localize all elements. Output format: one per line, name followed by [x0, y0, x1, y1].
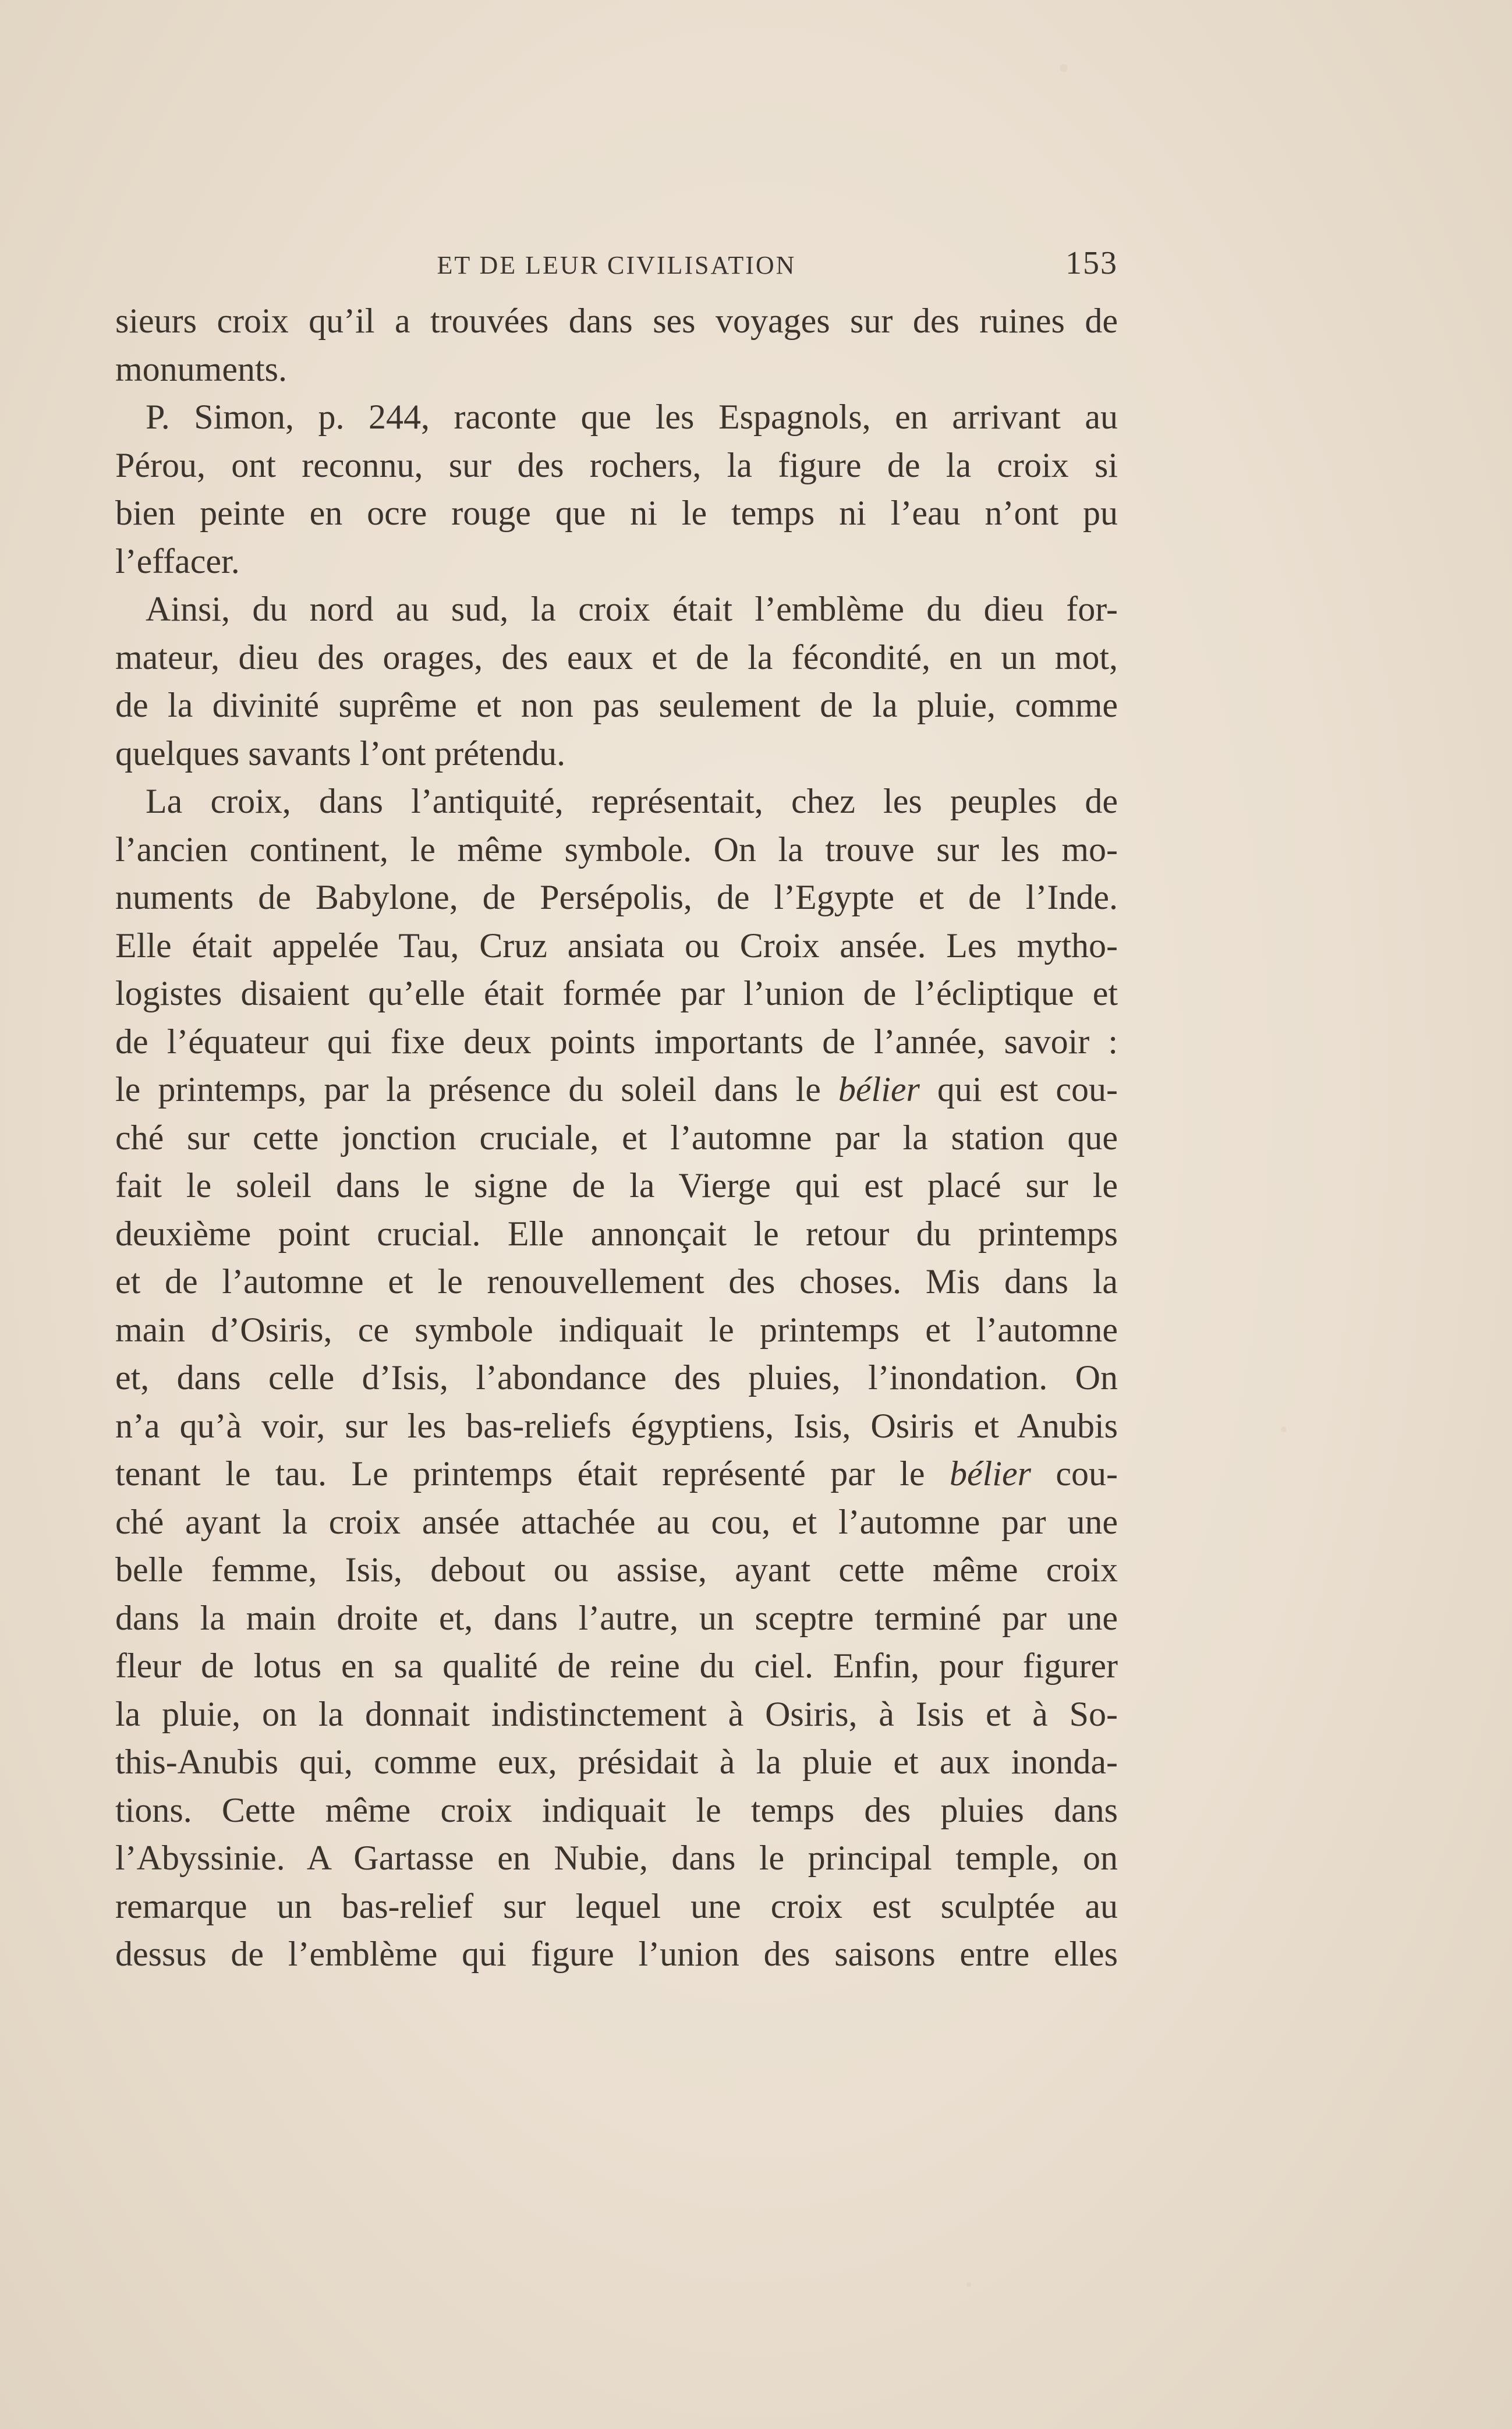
text-line: de l’équateur qui fixe deux points importants de l’année, savoir :	[115, 1022, 1118, 1061]
paragraph	[115, 777, 1118, 1978]
text-line: main d’Osiris, ce symbole indiquait le printemps et l’automne	[115, 1310, 1118, 1349]
italic-word: bélier	[949, 1454, 1031, 1493]
paper-spot	[1060, 64, 1068, 72]
text-line: le printemps, par la présence du soleil dans le bélier qui est cou-	[115, 1070, 1118, 1109]
text-line: Elle était appelée Tau, Cruz ansiata ou Croix ansée. Les mytho-	[115, 926, 1118, 965]
text-line: fleur de lotus en sa qualité de reine du ciel. Enfin, pour figurer	[115, 1647, 1118, 1685]
paragraph	[115, 585, 1118, 777]
text-line: belle femme, Isis, debout ou assise, ayant cette même croix	[115, 1550, 1118, 1589]
page-header	[115, 245, 1118, 291]
page-number: 153	[1065, 245, 1118, 281]
paper-spot	[966, 2282, 971, 2287]
paragraph	[115, 297, 1118, 393]
text-line: ché sur cette jonction cruciale, et l’automne par la station que	[115, 1118, 1118, 1157]
text-line: deuxième point crucial. Elle annonçait le retour du printemps	[115, 1214, 1118, 1253]
text-line: Pérou, ont reconnu, sur des rochers, la figure de la croix si	[115, 445, 1118, 484]
text-line: ché ayant la croix ansée attachée au cou, et l’automne par une	[115, 1502, 1118, 1541]
text-line: tenant le tau. Le printemps était représenté par le bélier cou-	[115, 1454, 1118, 1493]
text-line: dans la main droite et, dans l’autre, un sceptre terminé par une	[115, 1598, 1118, 1637]
paragraph	[115, 393, 1118, 585]
running-title: ET DE LEUR CIVILISATION	[437, 251, 796, 279]
text-line: Ainsi, du nord au sud, la croix était l’emblème du dieu for-	[146, 590, 1118, 628]
text-line: fait le soleil dans le signe de la Vierge qui est placé sur le	[115, 1166, 1118, 1205]
text-line: numents de Babylone, de Persépolis, de l’Egypte et de l’Inde.	[115, 878, 1118, 916]
body-text	[115, 297, 1118, 1978]
text-line: dessus de l’emblème qui figure l’union des saisons entre elles	[115, 1935, 1118, 1973]
text-line: sieurs croix qu’il a trouvées dans ses voyages sur des ruines de	[115, 302, 1118, 340]
text-line: this-Anubis qui, comme eux, présidait à la pluie et aux inonda-	[115, 1743, 1118, 1781]
text-line: monuments.	[115, 349, 287, 388]
text-line: n’a qu’à voir, sur les bas-reliefs égyptiens, Isis, Osiris et Anubis	[115, 1406, 1118, 1445]
text-line: remarque un bas-relief sur lequel une croix est sculptée au	[115, 1886, 1118, 1925]
italic-word: bélier	[838, 1070, 920, 1109]
text-line: l’Abyssinie. A Gartasse en Nubie, dans le principal temple, on	[115, 1839, 1118, 1877]
text-line: La croix, dans l’antiquité, représentait, chez les peuples de	[146, 782, 1118, 820]
paper-spot	[1281, 1426, 1287, 1432]
text-line: P. Simon, p. 244, raconte que les Espagnols, en arrivant au	[146, 398, 1118, 436]
text-line: bien peinte en ocre rouge que ni le temps ni l’eau n’ont pu	[115, 494, 1118, 532]
text-line: et, dans celle d’Isis, l’abondance des pluies, l’inondation. On	[115, 1358, 1118, 1397]
text-line: de la divinité suprême et non pas seulement de la pluie, comme	[115, 686, 1118, 724]
text-line: tions. Cette même croix indiquait le temps des pluies dans	[115, 1790, 1118, 1829]
text-line: quelques savants l’ont prétendu.	[115, 734, 566, 773]
text-line: l’effacer.	[115, 541, 240, 580]
text-line: l’ancien continent, le même symbole. On la trouve sur les mo-	[115, 830, 1118, 869]
text-line: mateur, dieu des orages, des eaux et de la fécondité, en un mot,	[115, 638, 1118, 677]
text-line: la pluie, on la donnait indistinctement à Osiris, à Isis et à So-	[115, 1694, 1118, 1733]
text-line: et de l’automne et le renouvellement des choses. Mis dans la	[115, 1262, 1118, 1301]
text-line: logistes disaient qu’elle était formée par l’union de l’écliptique et	[115, 974, 1118, 1012]
